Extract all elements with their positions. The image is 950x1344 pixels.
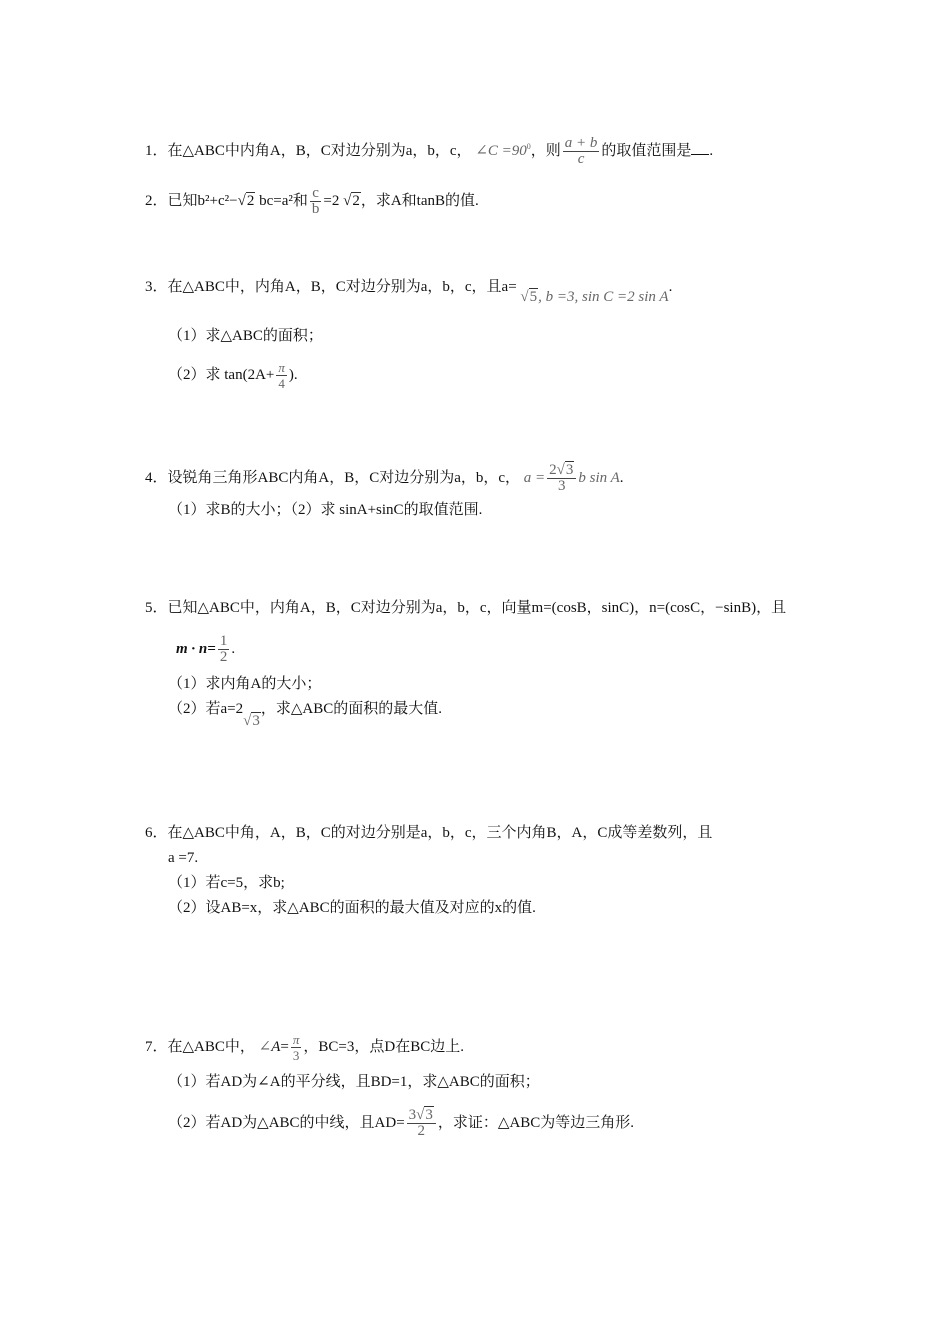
problem-text: ，求△ABC的面积的最大值. [260, 701, 442, 717]
problem-text: 在△ABC中， [167, 1038, 255, 1055]
condition-formula: √5, b =3, sin C =2 sin A [520, 289, 669, 305]
problem-3-part-1: （1）求△ABC的面积； [168, 328, 323, 344]
problem-4 [145, 463, 624, 494]
fraction: $\frac{a + b}{c}$ [564, 135, 598, 167]
answer-blank [691, 142, 709, 155]
problem-6-part-1: （1）若c=5，求b; [168, 875, 285, 891]
problem-text: 已知△ABC中，内角A，B，C对边分别为a，b，c，向量m=(cosB，sinC)，n=(cosC，−sinB)，且 [167, 600, 787, 616]
problem-7 [145, 1032, 464, 1063]
problem-number: 2． [145, 192, 168, 209]
period: . [668, 279, 673, 295]
fraction: $\frac{\pi}{3}$ [292, 1032, 300, 1063]
problem-number: 4． [145, 469, 168, 486]
problem-text: ，求A和tanB的值. [360, 192, 479, 209]
problem-text: ，BC=3，点D在BC边上. [303, 1038, 464, 1055]
problem-number: 7． [145, 1038, 168, 1055]
angle-condition: ∠C $=90^0$ [475, 141, 531, 159]
period: . [709, 142, 714, 159]
period: . [231, 640, 236, 657]
problem-5 [145, 598, 786, 618]
sqrt: √2 [343, 192, 360, 209]
fraction: $\frac{3√3}{2}$ [407, 1108, 436, 1139]
sqrt: √2 [237, 192, 255, 209]
problem-text: bc=a²和 [259, 192, 308, 209]
problem-3 [145, 277, 673, 305]
sqrt: √3 [243, 713, 260, 729]
problem-text: ，则 [530, 142, 561, 159]
fraction: $\frac{1}{2}$ [219, 633, 228, 665]
fraction: $\frac{\pi}{4}$ [278, 360, 285, 391]
problem-text: 设锐角三角形ABC内角A，B，C对边分别为a，b，c， [167, 469, 521, 486]
problem-number: 3． [145, 279, 168, 295]
problem-text: 的取值范围是 [601, 142, 692, 159]
problem-7-part-2 [168, 1108, 634, 1139]
period: . [619, 469, 624, 486]
problem-5-part-2 [168, 699, 442, 729]
problem-5-condition [176, 634, 235, 665]
problem-6-part-2: （2）设AB=x，求△ABC的面积的最大值及对应的x的值. [168, 900, 536, 916]
problem-text: 在△ABC中内角A，B，C对边分别为a，b，c， [167, 142, 472, 159]
problem-text: 在△ABC中，内角A，B，C对边分别为a，b，c，且a= [167, 279, 517, 295]
problem-5-part-1: （1）求内角A的大小； [168, 676, 322, 692]
problem-text: （2）求 tan(2A+ [168, 366, 275, 383]
problem-number: 5． [145, 600, 168, 616]
problem-text: 在△ABC中角，A，B，C的对边分别是a，b，c，三个内角B，A，C成等差数列，且 [167, 825, 713, 841]
problem-text: （2）若a=2 [168, 701, 244, 717]
problem-number: 1． [145, 142, 168, 159]
problem-text: ，求证：△ABC为等边三角形. [437, 1114, 635, 1131]
problem-text: （2）若AD为△ABC的中线，且AD= [168, 1114, 405, 1131]
problem-6 [145, 823, 712, 843]
fraction: $\frac{c}{b}$ [311, 185, 320, 217]
problem-text: =2 [323, 192, 340, 209]
problem-text: ). [288, 366, 298, 383]
condition-formula: a = $\frac{2√3}{3}$ b sin A [523, 462, 620, 494]
problem-6-continued: a =7. [168, 850, 199, 866]
problem-7-part-1: （1）若AD为∠A的平分线，且BD=1，求△ABC的面积； [168, 1074, 540, 1090]
problem-4-questions: （1）求B的大小；（2）求 sinA+sinC的取值范围. [168, 502, 483, 518]
problem-3-part-2 [168, 360, 298, 391]
problem-2 [145, 186, 479, 217]
angle-condition: ∠A= [258, 1038, 289, 1055]
problem-number: 6． [145, 825, 168, 841]
problem-1 [145, 136, 713, 167]
problem-text: 已知b²+c²− [167, 192, 238, 209]
dot-product: m · n= [176, 640, 216, 657]
